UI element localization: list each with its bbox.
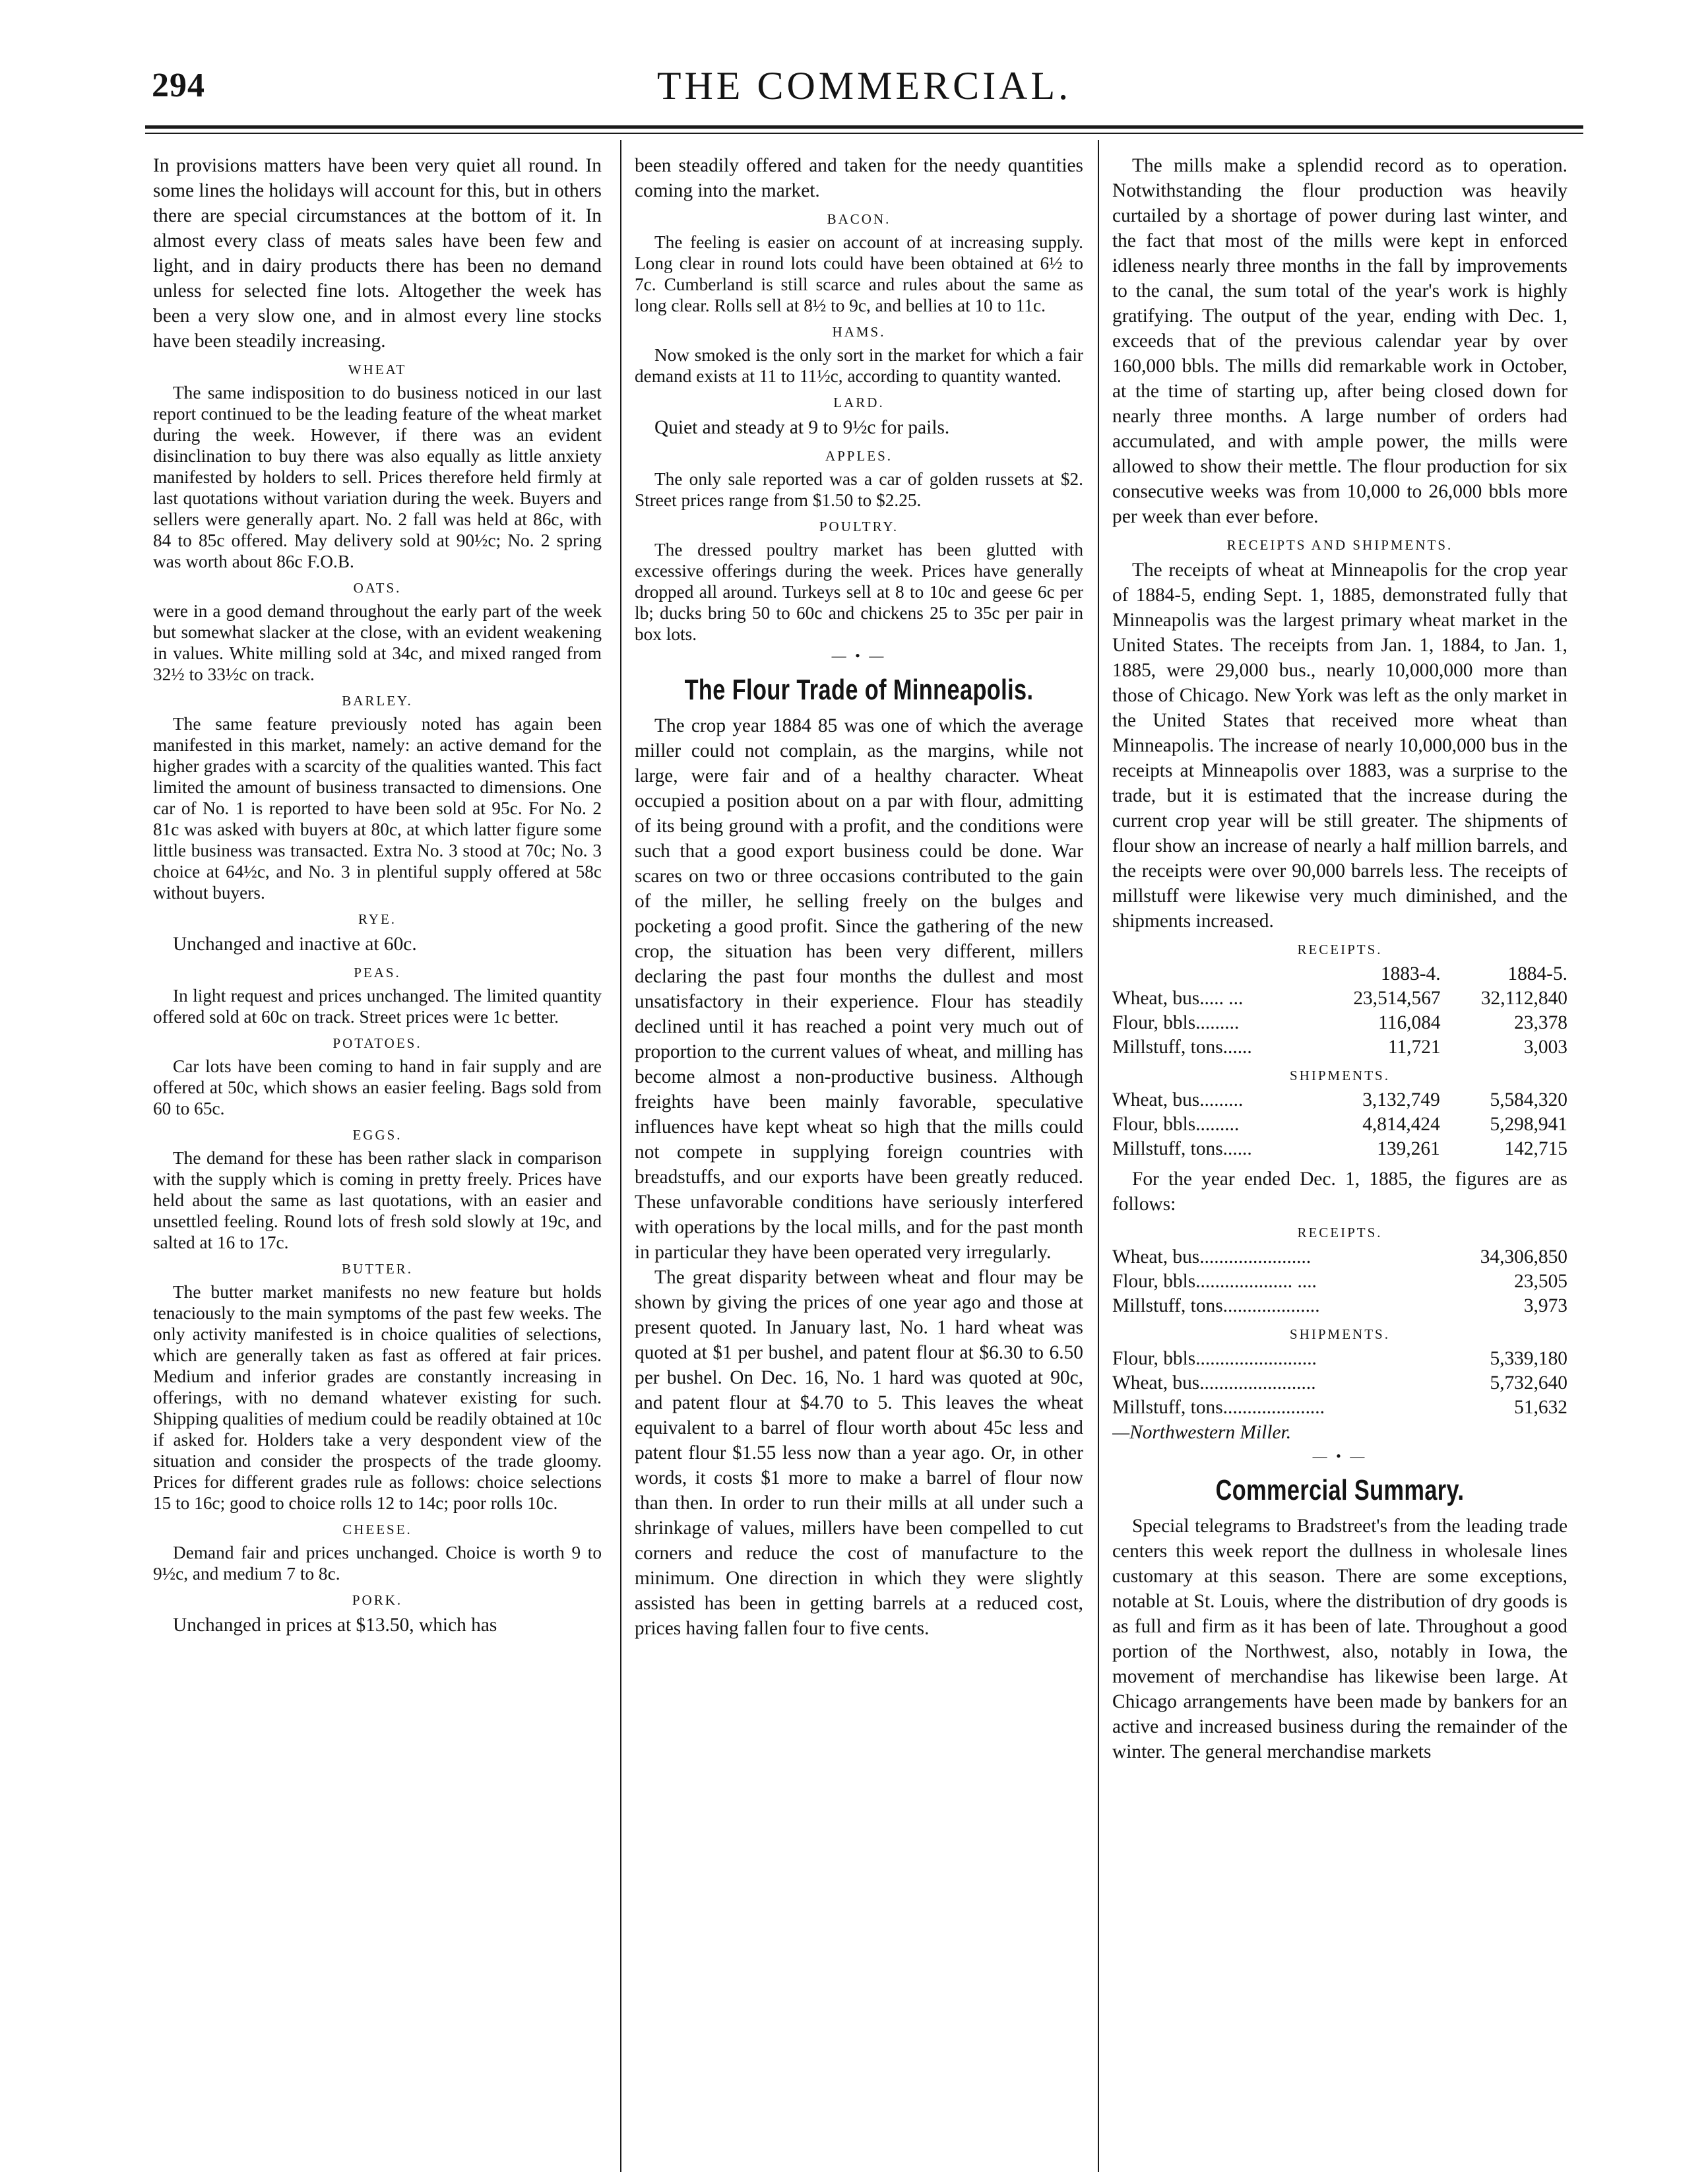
section-heading: EGGS. — [352, 1127, 402, 1143]
section-heading: OATS. — [353, 580, 402, 596]
section-heading: HAMS. — [832, 324, 886, 340]
cheese-report: Demand fair and prices unchanged. Choice is worth 9 to 9½c, and medium 7 to 8c. — [153, 1543, 602, 1584]
section-heading: APPLES. — [825, 448, 893, 464]
peas-report: In light request and prices unchanged. The limited quantity offered sold at 60c on track. Street prices were 1c better. — [153, 986, 602, 1027]
header-rule — [145, 125, 1583, 129]
summary-paragraph: Special telegrams to Bradstreet's from the leading trade centers this week report the dullness in wholesale lines customary at this season. There are some exceptions, notable at St. Louis, where the distribution of dry goods is as full and firm as it has been of late. Throughout a good portion of the Northwest, also, notably in Iowa, the movement of merchandise has likewise been large. At Chicago arrangements have been made by bankers for an active and increased business during the remainder of the winter. The general merchandise markets — [1112, 1516, 1567, 1762]
oats-report: were in a good demand throughout the early part of the week but somewhat slacker at the close, with an evident weakening in values. White milling sold at 34c, and mixed ranged from 32½ to 33½c on track. — [153, 601, 602, 684]
column-1 — [153, 153, 602, 2166]
receipts-table — [1112, 962, 1567, 1060]
article-paragraph: The great disparity between wheat and flour may be shown by giving the prices of one year ago and those at present quoted. In January last, No. 1 hard wheat was quoted at $1 per bushel, and patent flour at $6.30 to 6.50 per bushel. On Dec. 16, No. 1 hard was quoted at 90c, and patent flour at $4.70 to 5. This leaves the wheat equivalent to a barrel of flour worth about 45c less and patent flour $1.55 less now than a year ago. Or, in other words, it costs $1 more to make a barrel of flour now than then. In order to run their mills at all under such a shrinkage of values, millers have been compelled to cut corners and reduce the cost of manufacture to the minimum. One direction in which they were slightly assisted has been in getting barrels at a reduced cost, prices having fallen four to five cents. — [635, 1267, 1083, 1639]
column-divider — [1098, 140, 1099, 2172]
eggs-report: The demand for these has been rather slack in comparison with the supply which is coming in pretty freely. Prices have held about the same as last quotations, with an easier and unsettled feeling. Round lots of fresh sold slowly at 19c, and salted at 16 to 17c. — [153, 1148, 602, 1252]
section-heading: LARD. — [833, 395, 885, 410]
poultry-report: The dressed poultry market has been glutted with excessive offerings during the week. Prices have generally dropped all around. Turkeys sell at 8 to 10c and geese 6c per lb; ducks bring 50 to 60c and chickens 25 to 35c per pair in box lots. — [635, 540, 1083, 644]
barley-report: The same feature previously noted has again been manifested in this market, namely: an active demand for the higher grades with a scarcity of the qualities wanted. This fact limited the amount of business transacted to dimensions. One car of No. 1 is reported to have been sold at 95c. For No. 2 81c was asked with buyers at 80c, at which latter figure some little business was transacted. Extra No. 3 stood at 70c; No. 3 choice at 64½c, and No. 3 in plentiful supply offered at 58c without buyers. — [153, 714, 602, 903]
potatoes-report: Car lots have been coming to hand in fair supply and are offered at 50c, which shows an easier feeling. Bags sold from 60 to 65c. — [153, 1056, 602, 1118]
column-2 — [635, 153, 1083, 2166]
annual-shipments-table — [1112, 1347, 1567, 1420]
summary-title: Commercial Summary. — [1215, 1474, 1465, 1506]
table-row: Wheat, bus..... ... 23,514,567 32,112,840 — [1112, 988, 1567, 1009]
section-heading: BACON. — [827, 211, 891, 227]
section-heading: BARLEY. — [342, 693, 413, 709]
pork-report: Unchanged in prices at $13.50, which has — [173, 1615, 497, 1636]
table-row: Wheat, bus....................... 34,306,850 — [1112, 1246, 1567, 1268]
section-heading: POULTRY. — [819, 519, 899, 534]
column-divider — [620, 140, 621, 2172]
table-row: Flour, bbls......................... 5,339,180 — [1112, 1348, 1567, 1369]
table-row: Wheat, bus......... 3,132,749 5,584,320 — [1112, 1089, 1567, 1110]
article-paragraph: For the year ended Dec. 1, 1885, the figures are as follows: — [1112, 1169, 1567, 1215]
page-header — [145, 59, 1583, 119]
table-row: Wheat, bus........................ 5,732,640 — [1112, 1372, 1567, 1394]
column-3 — [1112, 153, 1567, 2166]
rye-report: Unchanged and inactive at 60c. — [173, 934, 417, 955]
header-rule-thin — [145, 133, 1583, 134]
table-row: Flour, bbls......... 116,084 23,378 — [1112, 1012, 1567, 1033]
table-heading: SHIPMENTS. — [1290, 1068, 1390, 1083]
butter-report: The butter market manifests no new feature but holds tenaciously to the main symptoms of the past few weeks. The only activity manifested is in choice qualities of selections, which are generally taken as fast as offered at fair prices. Medium and inferior grades are constantly increasing in offerings, with no demand whatever existing for such. Shipping qualities of medium could be readily obtained at 10c if asked for. Holders take a very despondent view of the situation and consider the prospects of the trade gloomy. Prices for different grades rule as follows: choice selections 15 to 16c; good to choice rolls 12 to 14c; poor rolls 10c. — [153, 1282, 602, 1513]
bacon-report: The feeling is easier on account of at increasing supply. Long clear in round lots could have been obtained at 6½ to 7c. Cumberland is still scarce and rules about the same as long clear. Rolls sell at 8½ to 9c, and bellies at 10 to 11c. — [635, 232, 1083, 315]
table-row: Flour, bbls......... 4,814,424 5,298,941 — [1112, 1114, 1567, 1135]
source-credit: —Northwestern Miller. — [1112, 1422, 1292, 1443]
annual-receipts-table — [1112, 1245, 1567, 1318]
table-heading: RECEIPTS. — [1297, 942, 1383, 957]
section-heading: RECEIPTS AND SHIPMENTS. — [1226, 537, 1453, 553]
section-heading: WHEAT — [348, 362, 407, 377]
table-row: Millstuff, tons..................... 51,632 — [1112, 1397, 1567, 1418]
pork-report-continued: been steadily offered and taken for the needy quantities coming into the market. — [635, 155, 1083, 201]
table-row: Millstuff, tons.................... 3,973 — [1112, 1295, 1567, 1316]
masthead-title: THE COMMERCIAL. — [656, 64, 1072, 108]
section-heading: POTATOES. — [332, 1035, 422, 1051]
section-heading: PEAS. — [354, 965, 401, 980]
article-paragraph: The receipts of wheat at Minneapolis for the crop year of 1884-5, ending Sept. 1, 1885, demonstrated fully that Minneapolis was the largest primary wheat market in the United States. The receipts from Jan. 1, 1884, to Jan. 1, 1885, were 29,000 bus., nearly 10,000,000 more than those of Chicago. New York was left as the only market in the United States that received more wheat than Minneapolis. The increase of nearly 10,000,000 bus in the receipts at Minneapolis over 1883, was a surprise to the trade, but it is estimated that the increase during the current crop year will be still greater. The shipments of flour show an increase of nearly a half million barrels, and the receipts were over 90,000 barrels less. The receipts of millstuff were likewise very much diminished, and the shipments increased. — [1112, 560, 1567, 932]
section-ornament: — • — — [831, 647, 887, 664]
shipments-table — [1112, 1088, 1567, 1161]
table-row: Millstuff, tons...... 11,721 3,003 — [1112, 1037, 1567, 1058]
section-heading: RYE. — [358, 911, 397, 927]
table-heading: SHIPMENTS. — [1290, 1326, 1390, 1342]
section-heading: PORK. — [352, 1592, 403, 1608]
section-heading: BUTTER. — [342, 1261, 413, 1277]
article-paragraph: The mills make a splendid record as to operation. Notwithstanding the flour production was heavily curtailed by a shortage of power during last winter, and the fact that most of the mills were kept in enforced idleness nearly three months in the fall by improvements to the canal, the sum total of the year's work is highly gratifying. The output of the year, ending with Dec. 1, exceeds that of the previous calendar year by over 160,000 bbls. The mills did remarkable work in October, at the time of starting up, after being closed down for nearly three months. A large number of orders had accumulated, and with ample power, the mills were allowed to show their mettle. The flour production for six consecutive weeks was from 10,000 to 26,000 bbls more per week than ever before. — [1112, 155, 1567, 527]
table-row: Millstuff, tons...... 139,261 142,715 — [1112, 1138, 1567, 1159]
table-heading: RECEIPTS. — [1297, 1225, 1383, 1240]
table-header-row — [1112, 962, 1567, 986]
section-ornament: — • — — [1312, 1448, 1368, 1464]
wheat-report: The same indisposition to do business noticed in our last report continued to be the leading feature of the wheat market during the week. However, if there was an evident disinclination to buy there was also equally as little anxiety manifested by holders to sell. Prices therefore held firmly at last quotations without variation during the week. Buyers and sellers were generally apart. No. 2 fall was held at 86c, with 84 to 85c offered. May delivery sold at 90½c; No. 2 spring was worth about 86c F.O.B. — [153, 383, 602, 571]
page-number: 294 — [152, 67, 205, 104]
article-paragraph: The crop year 1884 85 was one of which the average miller could not complain, as the margins, while not large, were fair and of a healthy character. Wheat occupied a position about on a par with flour, admitting of its being ground with a profit, and the conditions were such that a good export business could be done. War scares on two or three occasions contributed to the gain of the miller, he selling freely on the bulges and pocketing a good profit. Since the gathering of the new crop, the situation has been very different, millers declaring the past four months the dullest and most unsatisfactory in their experience. Flour has steadily declined until it has reached a point very much out of proportion to the current values of wheat, and milling has become almost a non-productive business. Although freights have been mainly favorable, speculative influences have kept wheat so high that the mills could not compete in supplying foreign countries with breadstuffs, and our exports have been greatly reduced. These unfavorable conditions have seriously interfered with operations by the local mills, and for the past month in particular they have been operated very irregularly. — [635, 715, 1083, 1263]
article-title: The Flour Trade of Minneapolis. — [684, 674, 1034, 706]
year-header: 1884-5. — [1507, 963, 1567, 984]
hams-report: Now smoked is the only sort in the market for which a fair demand exists at 11 to 11½c, according to quantity wanted. — [635, 345, 1083, 386]
apples-report: The only sale reported was a car of golden russets at $2. Street prices range from $1.50 to $2.25. — [635, 469, 1083, 510]
year-header: 1883-4. — [1380, 963, 1441, 984]
table-row: Flour, bbls.................... .... 23,505 — [1112, 1271, 1567, 1292]
section-heading: CHEESE. — [342, 1522, 412, 1537]
lard-report: Quiet and steady at 9 to 9½c for pails. — [654, 417, 950, 438]
provisions-intro: In provisions matters have been very quiet all round. In some lines the holidays will account for this, but in others there are special circumstances at the bottom of it. In almost every class of meats sales have been few and light, and in dairy products there has been no demand unless for selected fine lots. Altogether the week has been a very slow one, and in almost every line stocks have been steadily increasing. — [153, 155, 602, 352]
